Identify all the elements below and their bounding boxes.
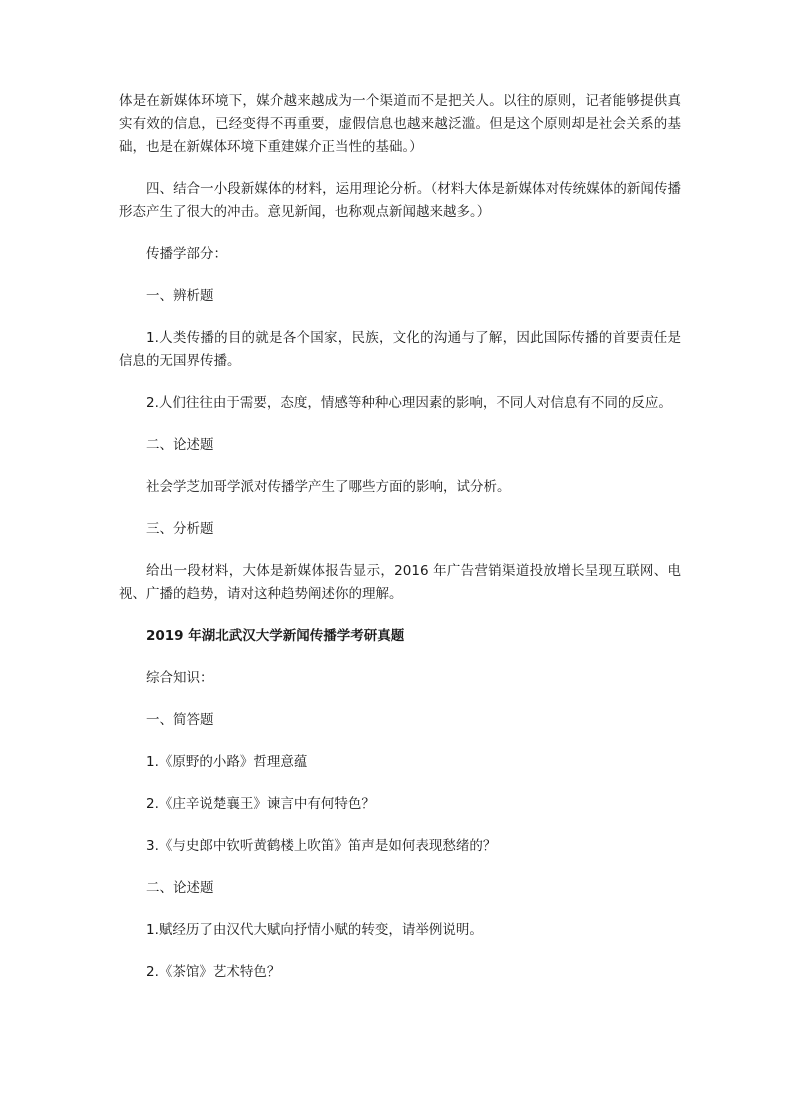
- document-body: [119, 90, 681, 984]
- question-item: 3.《与史郎中钦听黄鹤楼上吹笛》笛声是如何表现愁绪的？: [146, 838, 497, 854]
- question-item: 社会学芝加哥学派对传播学产生了哪些方面的影响，试分析。: [146, 479, 511, 495]
- subsection-heading-essay: 二、论述题: [146, 437, 214, 453]
- subsection-heading-case: 三、分析题: [146, 521, 214, 537]
- question-item: 1.人类传播的目的就是各个国家，民族，文化的沟通与了解，因此国际传播的首要责任是信息的无国界传播。: [119, 330, 681, 369]
- subsection-heading-short-answer: 一、简答题: [146, 712, 214, 728]
- question-item: 1.《原野的小路》哲理意蕴: [146, 754, 308, 770]
- subsection-heading-analysis: 一、辨析题: [146, 288, 214, 304]
- paragraph-continuation: 体是在新媒体环境下，媒介越来越成为一个渠道而不是把关人。以往的原则，记者能够提供真实有效的信息，已经变得不再重要，虚假信息也越来越泛滥。但是这个原则却是社会关系的基础，也是在新媒体环境下重建媒介正当性的基础。）: [119, 93, 681, 155]
- question-item: 给出一段材料，大体是新媒体报告显示，2016 年广告营销渠道投放增长呈现互联网、电视、广播的趋势，请对这种趋势阐述你的理解。: [119, 563, 681, 602]
- subsection-heading-essay: 二、论述题: [146, 880, 214, 896]
- section-heading-communication: 传播学部分：: [146, 246, 227, 262]
- exam-title: 2019 年湖北武汉大学新闻传播学考研真题: [146, 628, 405, 644]
- question-four: 四、结合一小段新媒体的材料，运用理论分析。（材料大体是新媒体对传统媒体的新闻传播形态产生了很大的冲击。意见新闻，也称观点新闻越来越多。）: [119, 181, 681, 220]
- question-item: 2.《庄辛说楚襄王》谏言中有何特色？: [146, 796, 375, 812]
- question-item: 2.人们往往由于需要，态度，情感等种种心理因素的影响，不同人对信息有不同的反应。: [146, 395, 672, 411]
- question-item: 2.《茶馆》艺术特色？: [146, 964, 281, 980]
- section-heading-general: 综合知识：: [146, 670, 214, 686]
- question-item: 1.赋经历了由汉代大赋向抒情小赋的转变，请举例说明。: [146, 922, 483, 938]
